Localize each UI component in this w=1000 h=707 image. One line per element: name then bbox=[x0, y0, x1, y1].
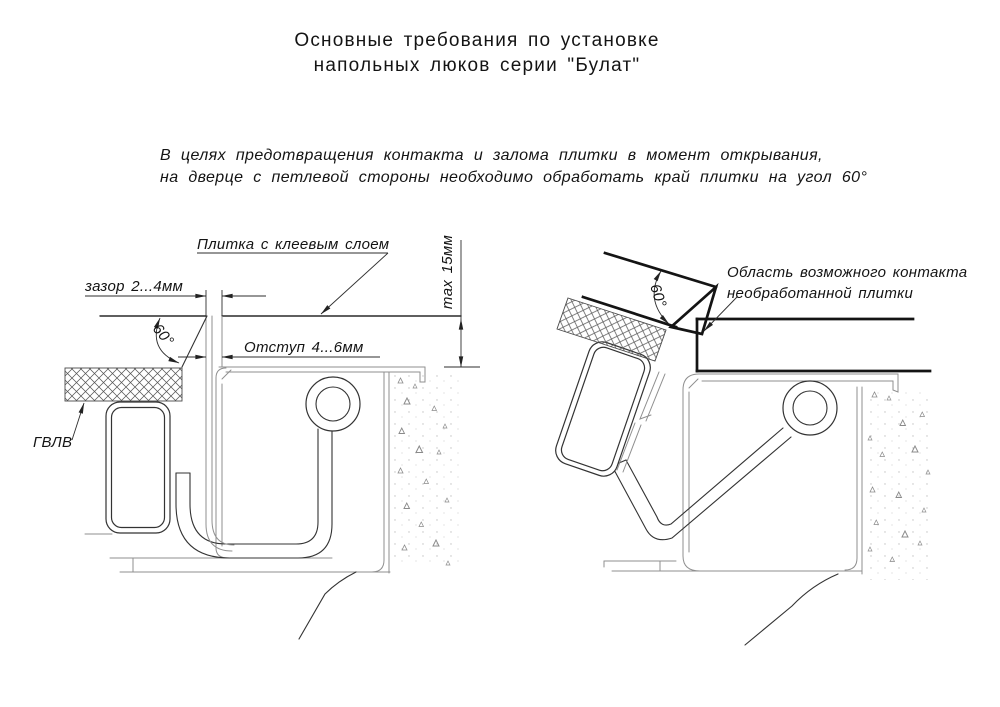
note-line-2: на дверце с петлевой стороны необходимо обработать край плитки на угол 60° bbox=[160, 169, 868, 186]
max-height-label: max 15мм bbox=[439, 234, 456, 310]
gvl-board-left bbox=[65, 368, 182, 401]
tile-bevel-edge bbox=[182, 316, 207, 367]
tile-leader-line bbox=[321, 253, 388, 314]
title-line-2: напольных люков серии "Булат" bbox=[313, 55, 641, 76]
offset-dimension-label: Отступ 4...6мм bbox=[244, 339, 364, 356]
angle-label-right: 60° bbox=[646, 281, 670, 310]
hinge-arm-left bbox=[176, 429, 332, 558]
door-tube-right bbox=[552, 338, 654, 480]
gvl-leader-line bbox=[72, 403, 84, 440]
annotations-right bbox=[646, 264, 967, 331]
door-tube-left bbox=[106, 402, 170, 533]
right-diagram bbox=[552, 253, 968, 645]
hinge-pin-right bbox=[783, 381, 837, 435]
hinge-pin-left bbox=[306, 377, 360, 431]
concrete-fill-left bbox=[392, 375, 460, 565]
break-line-left bbox=[299, 572, 356, 639]
tile-fixed-right bbox=[697, 319, 930, 371]
gvl-label: ГВЛВ bbox=[33, 434, 73, 451]
gap-dimension-label: зазор 2...4мм bbox=[85, 278, 184, 295]
left-diagram bbox=[33, 235, 480, 639]
hinge-arm-right bbox=[612, 428, 791, 540]
contact-area-marker bbox=[671, 287, 716, 334]
tile-label: Плитка с клеевым слоем bbox=[197, 236, 390, 253]
break-line-right bbox=[745, 574, 838, 645]
contact-label-line-1: Область возможного контакта bbox=[727, 264, 968, 281]
contact-label-line-2: необработанной плитки bbox=[727, 285, 914, 302]
title-line-1: Основные требования по установке bbox=[294, 30, 660, 51]
door-pan-left bbox=[206, 316, 234, 551]
page-title bbox=[294, 30, 659, 76]
angle-label-left: 60° bbox=[148, 320, 178, 350]
note-text bbox=[160, 147, 867, 186]
concrete-fill-right bbox=[866, 390, 932, 580]
note-line-1: В целях предотвращения контакта и залома плитки в момент открывания, bbox=[160, 147, 823, 164]
